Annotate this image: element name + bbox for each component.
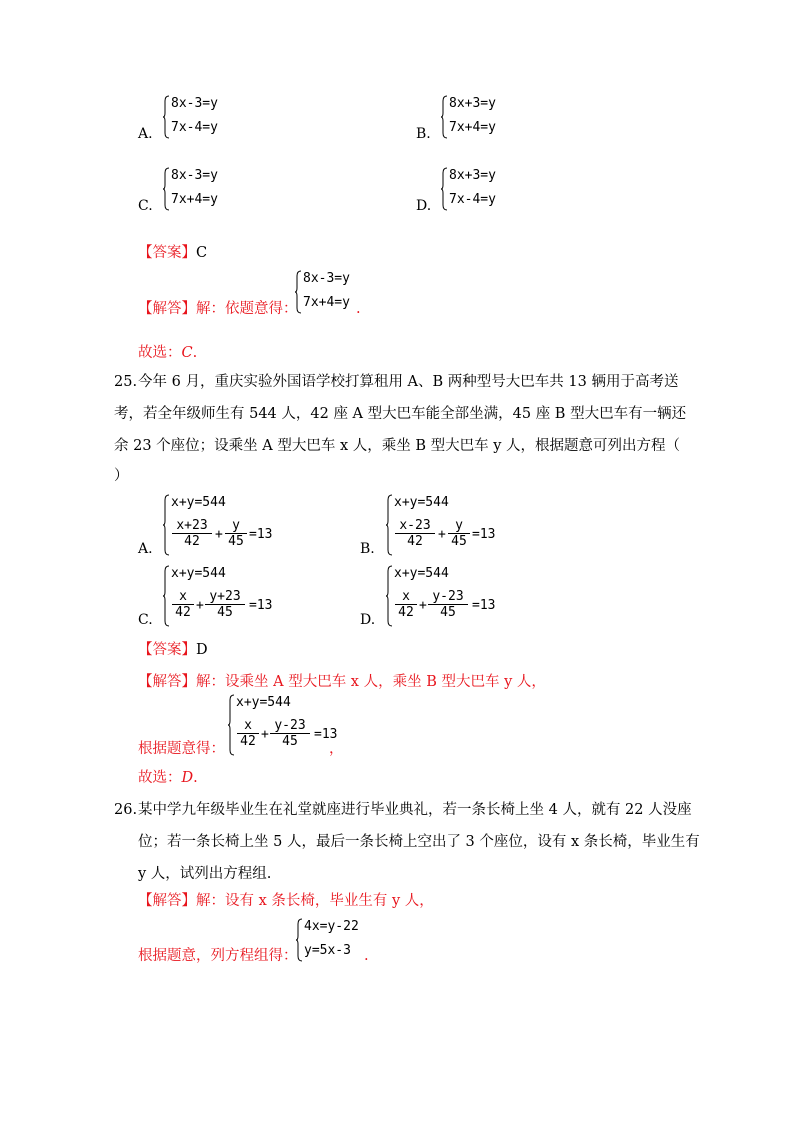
q24-option-c-label: C. (138, 198, 153, 214)
brace-icon (386, 565, 392, 627)
denominator: 45 (217, 605, 233, 620)
numerator: y-23 (432, 589, 464, 604)
numerator: y-23 (274, 718, 306, 733)
answer-value: D (196, 642, 208, 658)
q25-option-a-label: A. (138, 541, 153, 557)
brace-icon (441, 95, 447, 139)
denominator: 42 (184, 534, 200, 549)
equation-line: 4x=y-22 (304, 919, 359, 934)
fraction (172, 589, 194, 620)
brace-icon (441, 167, 447, 211)
equation-line: 8x+3=y (449, 168, 496, 183)
q24-option-a-system (163, 95, 243, 139)
fraction (205, 589, 245, 620)
fraction (237, 718, 259, 749)
solution-text: 解：设乘坐 A 型大巴车 x 人，乘坐 B 型大巴车 y 人， (196, 674, 546, 690)
equation-line: 7x+4=y (303, 295, 350, 310)
equation-line: y=5x-3 (304, 943, 351, 958)
equation-line: 7x+4=y (171, 192, 218, 207)
choose-text: 故选： (138, 770, 182, 786)
brace-icon (163, 565, 169, 627)
fraction (448, 518, 470, 549)
solution-tag: 【解答】 (138, 674, 196, 690)
q25-solution-end: ， (329, 741, 344, 757)
numerator: x (179, 589, 187, 604)
q25-option-d-system (386, 565, 516, 627)
q26-stem-line-1: 某中学九年级毕业生在礼堂就座进行毕业典礼，若一条长椅上坐 4 人，就有 22 人没座 (138, 802, 692, 818)
equation-rhs: =13 (249, 527, 273, 542)
q25-option-a-system (163, 494, 293, 556)
q24-option-a-label: A. (138, 126, 153, 142)
equation-line: 7x-4=y (449, 192, 496, 207)
answer-tag: 【答案】 (138, 642, 196, 658)
q25-solution (138, 672, 546, 692)
equation-rhs: =13 (314, 727, 338, 742)
q25-option-d-label: D. (360, 612, 376, 628)
solution-tag: 【解答】 (138, 301, 196, 317)
brace-icon (163, 494, 169, 556)
q25-option-b-system (386, 494, 516, 556)
solution-tag: 【解答】 (138, 893, 196, 909)
q24-option-c-system (163, 167, 243, 211)
denominator: 45 (228, 534, 244, 549)
fraction (428, 589, 468, 620)
q25-stem-line-2: 考，若全年级师生有 544 人，42 座 A 型大巴车能全部坐满，45 座 B 型大巴车有一辆还 (114, 406, 687, 422)
brace-icon (296, 918, 302, 962)
q25-option-b-label: B. (360, 541, 375, 557)
equation-line: 7x+4=y (449, 120, 496, 135)
fraction (225, 518, 247, 549)
q25-option-c-system (163, 565, 293, 627)
denominator: 42 (398, 605, 414, 620)
numerator: y+23 (209, 589, 241, 604)
q25-choose (138, 768, 198, 788)
answer-value: C (196, 245, 208, 261)
q25-stem-line-4: ） (114, 468, 129, 484)
brace-icon (295, 270, 301, 314)
q24-option-d-label: D. (416, 198, 432, 214)
brace-icon (386, 494, 392, 556)
choose-letter: D (181, 770, 194, 786)
q24-solution-end: . (356, 301, 361, 317)
equation-line: 8x-3=y (171, 168, 218, 183)
denominator: 42 (175, 605, 191, 620)
choose-letter: C (181, 345, 193, 361)
numerator: x (244, 718, 252, 733)
q26-solution (138, 891, 434, 911)
equation-line: x+y=544 (394, 566, 449, 581)
q25-stem-line-1: 今年 6 月，重庆实验外国语学校打算租用 A、B 两种型号大巴车共 13 辆用于高考送 (138, 374, 679, 390)
plus-sign: + (215, 527, 223, 542)
denominator: 45 (440, 605, 456, 620)
q24-answer (138, 243, 207, 263)
plus-sign: + (438, 527, 446, 542)
plus-sign: + (419, 598, 427, 613)
brace-icon (163, 95, 169, 139)
q26-solution-end: . (364, 948, 369, 964)
equation-line: 7x-4=y (171, 120, 218, 135)
denominator: 42 (407, 534, 423, 549)
q26-solution-prefix: 根据题意，列方程组得： (138, 948, 298, 964)
q24-solution-system (295, 270, 375, 314)
q26-stem-line-2: 位；若一条长椅上坐 5 人，最后一条长椅上空出了 3 个座位，设有 x 条长椅，毕业生有 (138, 834, 700, 850)
brace-icon (228, 694, 234, 756)
numerator: y (232, 518, 240, 533)
fraction (172, 518, 212, 549)
fraction (395, 518, 435, 549)
equation-line: 8x-3=y (303, 271, 350, 286)
equation-line: 8x-3=y (171, 96, 218, 111)
choose-text: 故选： (138, 345, 182, 361)
equation-line: x+y=544 (171, 566, 226, 581)
equation-line: 8x+3=y (449, 96, 496, 111)
equation-rhs: =13 (472, 598, 496, 613)
answer-tag: 【答案】 (138, 245, 196, 261)
denominator: 45 (451, 534, 467, 549)
numerator: x (402, 589, 410, 604)
q26-stem-line-3: y 人，试列出方程组. (138, 866, 272, 882)
q25-solution-system (228, 694, 338, 756)
solution-text: 解：依题意得： (196, 301, 298, 317)
fraction (270, 718, 310, 749)
q24-option-d-system (441, 167, 521, 211)
q25-solution-prefix: 根据题意得： (138, 741, 225, 757)
brace-icon (163, 167, 169, 211)
equation-line: x+y=544 (171, 495, 226, 510)
plus-sign: + (196, 598, 204, 613)
q24-solution (138, 299, 298, 319)
q24-choose (138, 343, 197, 363)
equation-rhs: =13 (472, 527, 496, 542)
equation-rhs: =13 (249, 598, 273, 613)
q25-option-c-label: C. (138, 612, 153, 628)
q25-answer (138, 640, 208, 660)
q25-stem-line-3: 余 23 个座位；设乘坐 A 型大巴车 x 人，乘坐 B 型大巴车 y 人，根据题意可列出方程（ (114, 438, 681, 454)
choose-end: . (193, 770, 198, 786)
fraction (395, 589, 417, 620)
numerator: x-23 (399, 518, 431, 533)
q26-number: 26. (114, 802, 138, 818)
plus-sign: + (261, 727, 269, 742)
equation-line: x+y=544 (394, 495, 449, 510)
q24-option-b-label: B. (416, 126, 431, 142)
q24-option-b-system (441, 95, 521, 139)
numerator: y (455, 518, 463, 533)
numerator: x+23 (176, 518, 208, 533)
choose-end: . (192, 345, 198, 361)
denominator: 45 (282, 734, 298, 749)
solution-text: 解：设有 x 条长椅，毕业生有 y 人， (196, 893, 434, 909)
q25-number: 25. (114, 374, 138, 390)
denominator: 42 (240, 734, 256, 749)
equation-line: x+y=544 (236, 695, 291, 710)
